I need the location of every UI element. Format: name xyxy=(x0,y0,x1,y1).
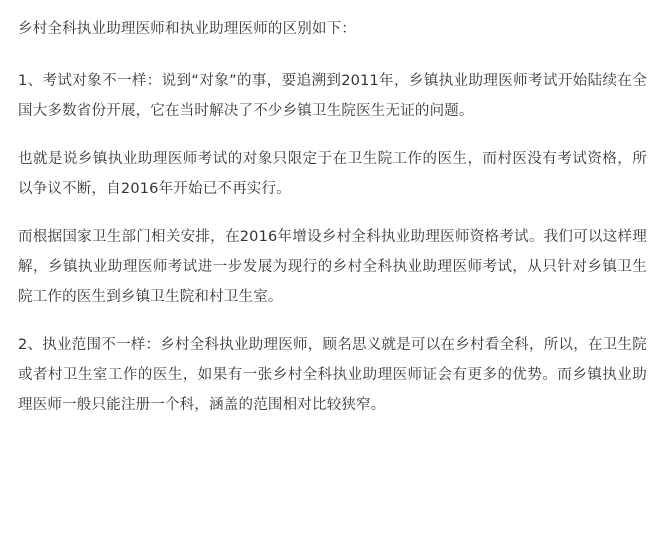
paragraph-item-1-detail: 也就是说乡镇执业助理医师考试的对象只限定于在卫生院工作的医生，而村医没有考试资格，所以争议不断，自2016年开始已不再实行。 xyxy=(18,151,647,197)
paragraph-item-1-note: 而根据国家卫生部门相关安排，在2016年增设乡村全科执业助理医师资格考试。我们可以这样理解，乡镇执业助理医师考试进一步发展为现行的乡村全科执业助理医师考试，从只针对乡镇卫生院工作的医生到乡镇卫生院和村卫生室。 xyxy=(18,229,647,305)
paragraph-item-2: 2、执业范围不一样：乡村全科执业助理医师，顾名思义就是可以在乡村看全科，所以，在卫生院或者村卫生室工作的医生，如果有一张乡村全科执业助理医师证会有更多的优势。而乡镇执业助理医师一般只能注册一个科，涵盖的范围相对比较狭窄。 xyxy=(18,337,647,413)
paragraph-item-1: 1、考试对象不一样：说到“对象”的事，要追溯到2011年，乡镇执业助理医师考试开始陆续在全国大多数省份开展，它在当时解决了不少乡镇卫生院医生无证的问题。 xyxy=(18,73,647,119)
paragraph-intro: 乡村全科执业助理医师和执业助理医师的区别如下： xyxy=(18,21,357,37)
